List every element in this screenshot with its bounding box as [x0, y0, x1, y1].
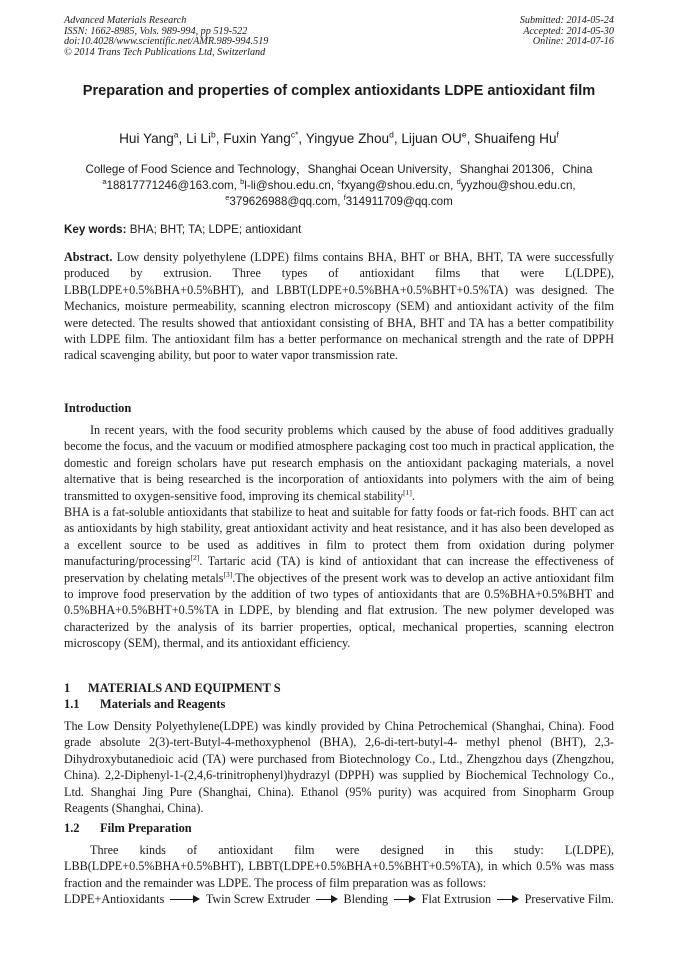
intro-paragraph-2: [64, 504, 614, 652]
journal-copyright: © 2014 Trans Tech Publications Ltd, Switzerland: [64, 46, 266, 58]
section-number: 1.1: [64, 697, 80, 711]
author-sup: d: [389, 129, 394, 140]
section-title: MATERIALS AND EQUIPMENT S: [88, 681, 281, 695]
author-sup: c*: [290, 129, 299, 140]
author-name: Li Li: [186, 131, 211, 146]
date-accepted: Accepted: 2014-05-30: [523, 25, 614, 37]
affiliation: [30, 162, 648, 210]
author-sep: ,: [393, 131, 402, 146]
intro-p1-end: .: [411, 488, 415, 503]
section-1-2-body: [64, 842, 614, 908]
paper-title: Preparation and properties of complex antioxidants LDPE antioxidant film: [82, 83, 596, 99]
email-sup: e: [225, 193, 230, 203]
section-title: Materials and Reagents: [100, 697, 226, 711]
introduction-heading: Introduction: [64, 401, 132, 415]
citation-ref: [1]: [403, 487, 412, 497]
email-address: 18817771246@163.com,: [106, 179, 241, 192]
email-address: 314911709@qq.com: [345, 195, 453, 208]
journal-info: [64, 16, 268, 58]
date-online: Online: 2014-07-16: [532, 36, 614, 48]
email-sup: f: [343, 193, 346, 203]
section-number: 1.2: [64, 821, 80, 835]
section-1-heading: [64, 680, 281, 696]
abstract: [64, 249, 614, 364]
intro-p1-text: In recent years, with the food security problems which caused by the abuse of food additives gradually become the focus, and the vacuum or modified atmosphere packaging cost too much in practical application, the domestic and foreign scholars have put research emphasis on the antioxidant packaging materials, a novel alternative that is being researched is the incorporation of antioxidants into polymers with the aim of being transmitted to oxygen-sensitive food, improving its chemical stability: [64, 423, 614, 503]
journal-issn: ISSN: 1662-8985, Vols. 989-994, pp 519-522: [64, 25, 248, 37]
author-sep: ,: [466, 131, 475, 146]
abstract-label: Abstract.: [64, 250, 113, 264]
flow-step: Twin Screw Extruder: [205, 892, 310, 907]
email-line: [30, 194, 648, 210]
film-prep-paragraph: Three kinds of antioxidant film were designed in this study: L(LDPE), LBB(LDPE+0.5%BHA+0.5%BHT), LBBT(LDPE+0.5%BHA+0.5%BHT+0.5%TA), in which 0.5% was mass fraction and the remainder was LDPE. The process of film preparation was as follows:: [64, 843, 614, 890]
arrow-right-icon: [170, 895, 200, 903]
abstract-text: Low density polyethylene (LDPE) films contains BHA, BHT or BHA, BHT, TA were successfully produced by extrusion. Three types of antioxidant films that were L(LDPE), LBB(LDPE+0.5%BHA+0.5%BHT), and LBBT(LDPE+0.5%BHA+0.5%BHT+0.5%TA) was designed. The Mechanics, moisture permeability, scanning electron microscopy (SEM) and antioxidant activity of the film were detected. The results showed that antioxidant consisting of BHA, BHT and TA has a better compatibility with LDPE film. The antioxidant film has a better performance on mechanical strength and the rate of DPPH radical scavenging ability, but poor to water vapor transmission rate.: [64, 250, 615, 363]
author-sep: ,: [178, 131, 187, 146]
email-line: [30, 178, 648, 194]
keywords-text: BHA; BHT; TA; LDPE; antioxidant: [129, 223, 302, 236]
arrow-right-icon: [497, 895, 519, 903]
author-name: Lijuan OU: [401, 131, 462, 146]
keywords-label: Key words:: [64, 223, 127, 236]
author-sep: ,: [215, 131, 224, 146]
section-1-2-heading: [64, 820, 192, 836]
email-sup: a: [102, 177, 107, 187]
author-name: Shuaifeng Hu: [474, 131, 557, 146]
affiliation-line: College of Food Science and Technology，Shanghai Ocean University，Shanghai 201306，China: [85, 163, 593, 176]
email-address: 379626988@qq.com,: [229, 195, 344, 208]
submission-dates: [520, 16, 614, 48]
flow-step: Preservative Film.: [524, 892, 614, 907]
journal-name: Advanced Materials Research: [64, 15, 187, 26]
section-1-1-heading: [64, 696, 225, 712]
intro-p2-text-a: BHA is a fat-soluble antioxidants that stabilize to heat and suitable for fatty foods or fat-rich foods. BHT can act as antioxidants by high stability, great antioxidant activity and heat resistance, and it has also been developed as a excellent source to be used as additives in film to protect them from oxidation during polymer manufacturing/processing: [64, 505, 614, 569]
author-sup: b: [211, 129, 216, 140]
email-sup: d: [456, 177, 461, 187]
flow-step: LDPE+Antioxidants: [64, 892, 165, 907]
arrow-right-icon: [316, 895, 338, 903]
process-flow: [64, 891, 614, 907]
author-sep: ,: [298, 131, 306, 146]
author-sup: e: [461, 129, 467, 140]
email-address: l-li@shou.edu.cn,: [244, 179, 338, 192]
email-sup: b: [240, 177, 245, 187]
author-name: Hui Yang: [119, 131, 174, 146]
intro-paragraph-1: [64, 422, 614, 504]
email-sup: c: [337, 177, 342, 187]
keywords: [64, 222, 301, 237]
citation-ref: [3]: [223, 569, 233, 579]
flow-step: Flat Extrusion: [421, 892, 492, 907]
author-name: Fuxin Yang: [223, 131, 291, 146]
intro-p2-text-b: . Tartaric acid (TA) is kind of antioxidant that can increase the effectiveness of preservation by chelating metals: [64, 554, 614, 585]
section-title: Film Preparation: [100, 821, 192, 835]
materials-paragraph: The Low Density Polyethylene(LDPE) was kindly provided by China Petrochemical (Shanghai, China). Food grade absolute 2(3)-tert-Butyl-4-methoxyphenol (BHA), 2,6-di-tert-butyl-4- methyl phenol (BHT), 2,3-Dihydroxybutanedioic acid (TA) were purchased from Biotechnology Co., Ltd., Zhengzhou days (Zhengzhou, China). 2,2-Diphenyl-1-(2,4,6-trinitrophenyl)hydrazyl (DPPH) was supplied by Biochemical Technology Co., Ltd. Shanghai Jing Pure (Shanghai, China). Ethanol (95% purity) was acquired from Sinopharm Group Reagents (Shanghai, China).: [64, 719, 614, 816]
date-submitted: Submitted: 2014-05-24: [519, 15, 614, 26]
flow-step: Blending: [343, 892, 389, 907]
citation-ref: [2]: [190, 553, 200, 563]
email-address: fxyang@shou.edu.cn,: [341, 179, 457, 192]
intro-p2-text-c: .The objectives of the present work was to develop an active antioxidant film to improve food preservation by the addition of two types of antioxidants that are 0.5%BHA+0.5%BHT and 0.5%BHA+0.5%BHT+0.5%TA in LDPE, by blending and flat extrusion. The new polymer developed was characterized by the analysis of its barrier properties, optical, mechanical properties, scanning electron microscopy (SEM), thermal, and its antioxidant efficiency.: [64, 570, 614, 651]
section-1-1-body: [64, 718, 614, 816]
author-sup: a: [173, 129, 179, 140]
section-number: 1: [64, 681, 71, 695]
introduction-body: [64, 422, 614, 652]
email-address: yyzhou@shou.edu.cn,: [460, 179, 576, 192]
author-list: [30, 130, 648, 148]
journal-doi: doi:10.4028/www.scientific.net/AMR.989-994.519: [64, 36, 269, 48]
arrow-right-icon: [394, 895, 416, 903]
author-sup: f: [556, 129, 559, 140]
author-name: Yingyue Zhou: [305, 131, 390, 146]
